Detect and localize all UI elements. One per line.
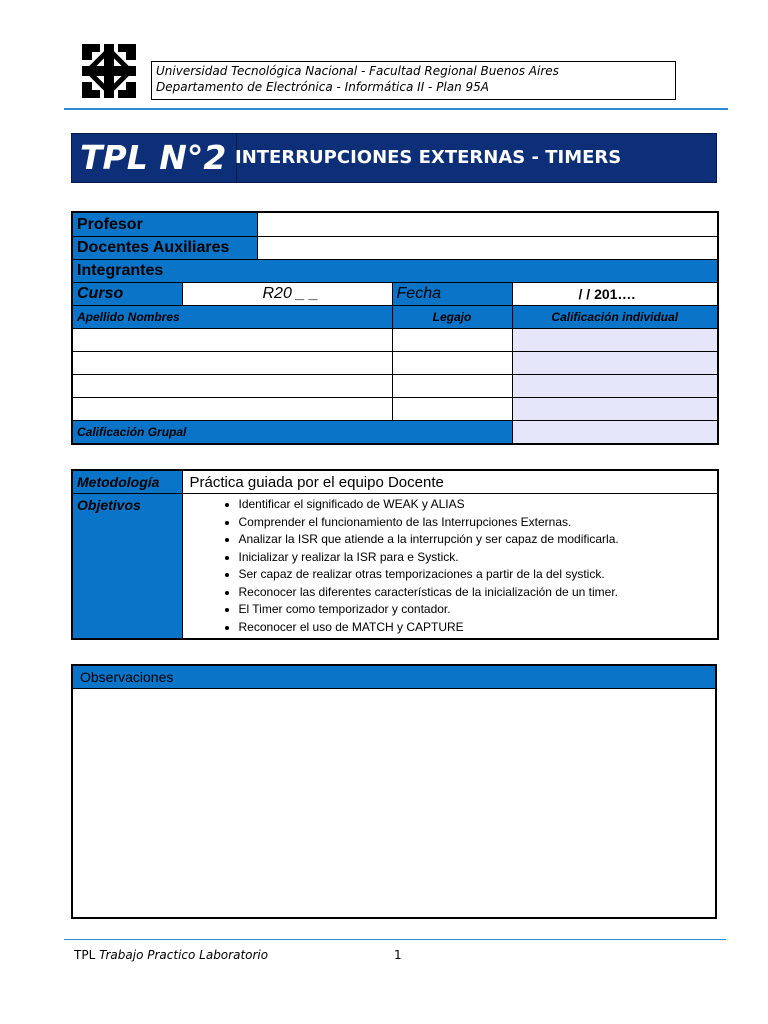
member-row <box>72 375 718 398</box>
member-name-cell[interactable] <box>72 398 392 421</box>
docentes-label: Docentes Auxiliares <box>72 237 257 260</box>
footer-rule <box>64 939 726 940</box>
title-band <box>71 133 717 183</box>
objetivos-cell <box>182 494 718 640</box>
curso-label: Curso <box>72 283 182 306</box>
info-table <box>71 211 719 445</box>
methodology-table <box>71 469 719 640</box>
objetivo-item: • Comprender el funcionamiento de las Interrupciones Externas. <box>239 514 718 532</box>
profesor-field[interactable] <box>257 212 718 237</box>
observaciones-label: Observaciones <box>73 666 715 689</box>
footer-text <box>74 948 268 962</box>
docentes-field[interactable] <box>257 237 718 260</box>
profesor-label: Profesor <box>72 212 257 237</box>
docentes-row <box>72 237 718 260</box>
curso-row <box>72 283 718 306</box>
objetivo-item: • Identificar el significado de WEAK y ALIAS <box>239 496 718 514</box>
footer-prefix: TPL <box>74 948 96 962</box>
member-row <box>72 398 718 421</box>
member-grade-cell[interactable] <box>512 375 718 398</box>
objetivo-item: • Inicializar y realizar la ISR para e Systick. <box>239 549 718 567</box>
profesor-row <box>72 212 718 237</box>
institution-line: Universidad Tecnológica Nacional - Facultad Regional Buenos Aires <box>156 64 559 78</box>
member-name-cell[interactable] <box>72 375 392 398</box>
objetivo-item: • El Timer como temporizador y contador. <box>239 601 718 619</box>
metodologia-value: Práctica guiada por el equipo Docente <box>182 470 718 494</box>
observaciones-box <box>71 664 717 919</box>
member-grade-cell[interactable] <box>512 352 718 375</box>
observaciones-field[interactable] <box>73 689 715 917</box>
institution-header <box>151 61 676 100</box>
col-legajo: Legajo <box>392 306 512 329</box>
member-legajo-cell[interactable] <box>392 398 512 421</box>
objetivo-item: • Reconocer las diferentes características de la inicialización de un timer. <box>239 584 718 602</box>
col-calificacion: Calificación individual <box>512 306 718 329</box>
objetivos-label: Objetivos <box>72 494 182 640</box>
footer-title: Trabajo Practico Laboratorio <box>99 948 269 962</box>
metodologia-label: Metodología <box>72 470 182 494</box>
member-row <box>72 352 718 375</box>
curso-value[interactable]: R20 _ _ <box>182 283 392 306</box>
objetivo-item: • Analizar la ISR que atiende a la interrupción y ser capaz de modificarla. <box>239 531 718 549</box>
member-legajo-cell[interactable] <box>392 375 512 398</box>
fecha-label: Fecha <box>392 283 512 306</box>
metodologia-row <box>72 470 718 494</box>
objetivo-item: • Reconocer el uso de MATCH y CAPTURE <box>239 619 718 637</box>
integrantes-label: Integrantes <box>72 260 718 283</box>
member-grade-cell[interactable] <box>512 398 718 421</box>
objetivo-item: • Ser capaz de realizar otras temporizaciones a partir de la del systick. <box>239 566 718 584</box>
member-row <box>72 329 718 352</box>
member-grade-cell[interactable] <box>512 329 718 352</box>
tp-subject: INTERRUPCIONES EXTERNAS - TIMERS <box>235 147 622 168</box>
column-header-row <box>72 306 718 329</box>
grupal-grade-cell[interactable] <box>512 421 718 445</box>
integrantes-row <box>72 260 718 283</box>
header-rule <box>64 108 728 110</box>
utn-logo <box>82 44 136 98</box>
objetivos-row <box>72 494 718 640</box>
member-name-cell[interactable] <box>72 329 392 352</box>
fecha-value[interactable]: / / 201…. <box>512 283 718 306</box>
objetivos-list <box>183 494 718 638</box>
member-name-cell[interactable] <box>72 352 392 375</box>
member-legajo-cell[interactable] <box>392 352 512 375</box>
col-apellido: Apellido Nombres <box>72 306 392 329</box>
grupal-row <box>72 421 718 445</box>
tp-number: TPL N°2 <box>72 134 237 182</box>
grupal-label: Calificación Grupal <box>72 421 512 445</box>
member-legajo-cell[interactable] <box>392 329 512 352</box>
page-number: 1 <box>394 948 402 962</box>
department-line: Departamento de Electrónica - Informática II - Plan 95A <box>156 80 490 94</box>
